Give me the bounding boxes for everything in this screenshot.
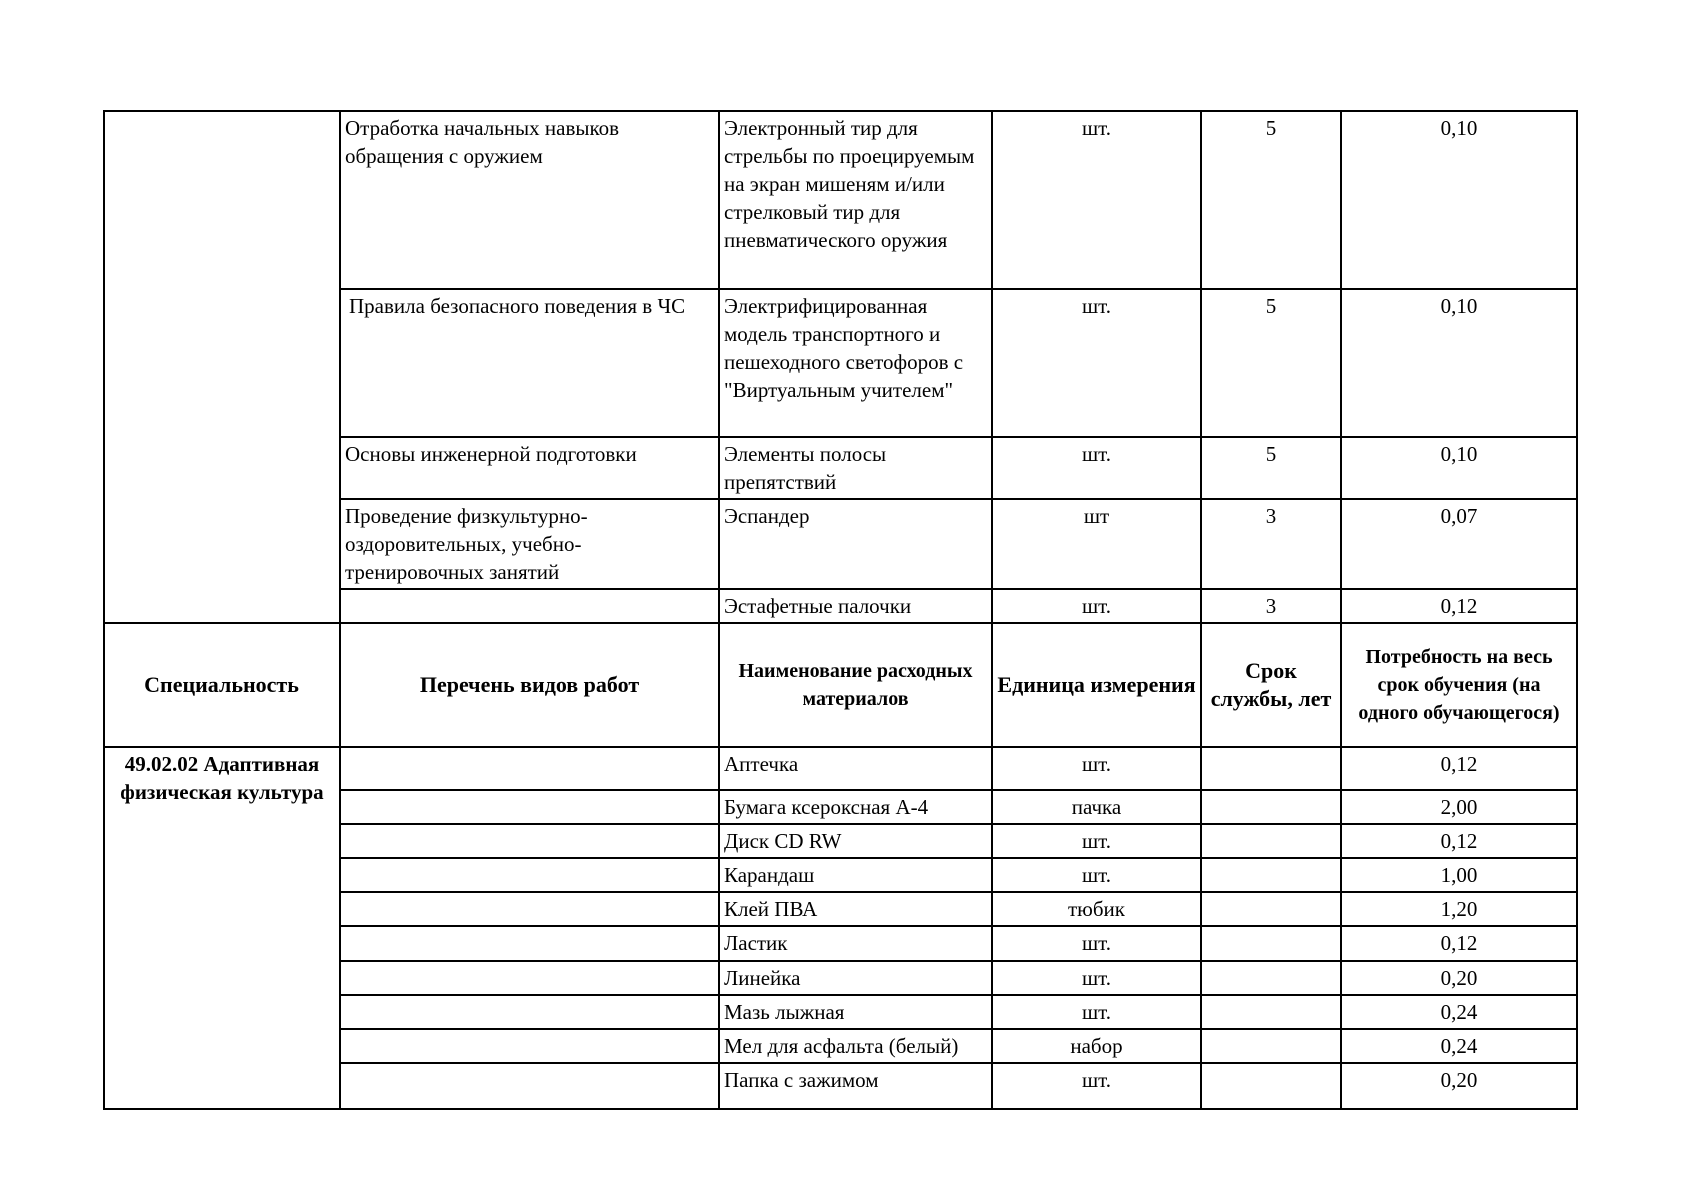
unit-cell: шт. [992, 995, 1201, 1029]
unit-cell: шт. [992, 824, 1201, 858]
need-cell: 0,12 [1341, 747, 1577, 790]
specialty-cell: 49.02.02 Адаптивная физическая культура [104, 747, 340, 1109]
material-cell: Аптечка [719, 747, 992, 790]
term-cell [1201, 1029, 1341, 1063]
need-cell: 0,20 [1341, 961, 1577, 995]
unit-cell: шт. [992, 589, 1201, 623]
need-cell: 0,10 [1341, 111, 1577, 289]
material-cell: Мазь лыжная [719, 995, 992, 1029]
term-cell [1201, 1063, 1341, 1109]
work-cell [340, 824, 719, 858]
unit-cell: шт [992, 499, 1201, 589]
unit-cell: тюбик [992, 892, 1201, 926]
material-cell: Эспандер [719, 499, 992, 589]
header-need: Потребность на весь срок обучения (на одного обучающегося) [1341, 623, 1577, 747]
work-cell [340, 1063, 719, 1109]
need-cell: 0,07 [1341, 499, 1577, 589]
header-unit: Единица измерения [992, 623, 1201, 747]
term-cell [1201, 790, 1341, 824]
term-cell [1201, 824, 1341, 858]
unit-cell: шт. [992, 961, 1201, 995]
material-cell: Ластик [719, 926, 992, 961]
unit-cell: шт. [992, 111, 1201, 289]
header-material: Наименование расходных материалов [719, 623, 992, 747]
need-cell: 0,12 [1341, 589, 1577, 623]
material-cell: Карандаш [719, 858, 992, 892]
term-cell: 3 [1201, 589, 1341, 623]
unit-cell: шт. [992, 858, 1201, 892]
material-cell: Эстафетные палочки [719, 589, 992, 623]
material-cell: Электронный тир для стрельбы по проецируемым на экран мишеням и/или стрелковый тир для пневматического оружия [719, 111, 992, 289]
need-cell: 0,20 [1341, 1063, 1577, 1109]
need-cell: 0,24 [1341, 1029, 1577, 1063]
need-cell: 0,24 [1341, 995, 1577, 1029]
term-cell: 5 [1201, 289, 1341, 437]
specialty-cell-empty [104, 111, 340, 623]
work-cell: Проведение физкультурно-оздоровительных, учебно-тренировочных занятий [340, 499, 719, 589]
material-cell: Электрифицированная модель транспортного и пешеходного светофоров с "Виртуальным учителем" [719, 289, 992, 437]
term-cell [1201, 858, 1341, 892]
work-cell [340, 995, 719, 1029]
header-specialty: Специальность [104, 623, 340, 747]
term-cell [1201, 995, 1341, 1029]
table-row [104, 747, 1577, 790]
header-works: Перечень видов работ [340, 623, 719, 747]
work-cell [340, 892, 719, 926]
unit-cell: пачка [992, 790, 1201, 824]
need-cell: 0,12 [1341, 926, 1577, 961]
material-cell: Клей ПВА [719, 892, 992, 926]
work-cell [340, 961, 719, 995]
need-cell: 0,10 [1341, 437, 1577, 499]
term-cell [1201, 747, 1341, 790]
work-cell [340, 790, 719, 824]
work-cell: Правила безопасного поведения в ЧС [340, 289, 719, 437]
material-cell: Папка с зажимом [719, 1063, 992, 1109]
need-cell: 2,00 [1341, 790, 1577, 824]
need-cell: 0,10 [1341, 289, 1577, 437]
work-cell: Отработка начальных навыков обращения с оружием [340, 111, 719, 289]
term-cell: 5 [1201, 437, 1341, 499]
term-cell: 5 [1201, 111, 1341, 289]
material-cell: Бумага ксероксная А-4 [719, 790, 992, 824]
material-cell: Линейка [719, 961, 992, 995]
need-cell: 1,20 [1341, 892, 1577, 926]
work-cell [340, 926, 719, 961]
material-cell: Элементы полосы препятствий [719, 437, 992, 499]
work-cell: Основы инженерной подготовки [340, 437, 719, 499]
unit-cell: шт. [992, 437, 1201, 499]
work-cell [340, 858, 719, 892]
term-cell: 3 [1201, 499, 1341, 589]
unit-cell: шт. [992, 926, 1201, 961]
term-cell [1201, 961, 1341, 995]
unit-cell: шт. [992, 289, 1201, 437]
work-cell [340, 747, 719, 790]
materials-table [103, 110, 1578, 1110]
unit-cell: шт. [992, 1063, 1201, 1109]
unit-cell: набор [992, 1029, 1201, 1063]
work-cell [340, 589, 719, 623]
table-row [104, 111, 1577, 289]
term-cell [1201, 926, 1341, 961]
header-term: Срок службы, лет [1201, 623, 1341, 747]
need-cell: 0,12 [1341, 824, 1577, 858]
material-cell: Мел для асфальта (белый) [719, 1029, 992, 1063]
work-cell [340, 1029, 719, 1063]
unit-cell: шт. [992, 747, 1201, 790]
term-cell [1201, 892, 1341, 926]
need-cell: 1,00 [1341, 858, 1577, 892]
table-header-row [104, 623, 1577, 747]
material-cell: Диск CD RW [719, 824, 992, 858]
